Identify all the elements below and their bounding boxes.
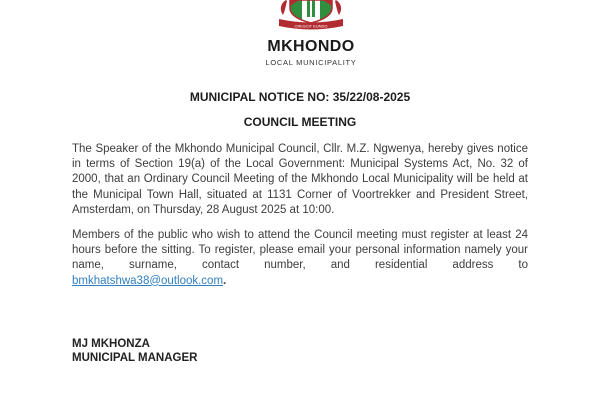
- paragraph-2-text: Members of the public who wish to attend the Council meeting must register at least 24 hours before the sitting. To register, please email your personal information namely your name, surname, contact number, and residential address to: [72, 229, 528, 272]
- notice-paragraph-1: The Speaker of the Mkhondo Municipal Council, Cllr. M.Z. Ngwenya, hereby gives notice in terms of Section 19(a) of the Local Government: Municipal Systems Act, No. 32 of 2000, that an Ordinary Council Meeting of the Mkhondo Local Municipality will be held at the Municipal Town Hall, situated at 1131 Corner of Voortrekker and President Street, Amsterdam, on Thursday, 28 August 2025 at 10:00.: [72, 143, 528, 216]
- coat-of-arms-icon: [276, 0, 346, 34]
- notice-number-heading: MUNICIPAL NOTICE NO: 35/22/08-2025: [189, 90, 411, 104]
- paragraph-2-period: .: [223, 274, 227, 287]
- municipality-name: MKHONDO: [267, 38, 355, 55]
- signatory-name: MJ MKHONZA: [72, 337, 150, 350]
- signatory-title: MUNICIPAL MANAGER: [72, 352, 198, 365]
- municipality-subtitle: LOCAL MUNICIPALITY: [265, 58, 357, 67]
- municipal-crest: [276, 0, 346, 34]
- crest-motto: CRESCIT EUNDO: [294, 23, 328, 29]
- registration-email-link[interactable]: bmkhatshwa38@outlook.com: [72, 274, 224, 287]
- signature-block: [72, 337, 600, 366]
- notice-paragraph-2: [72, 228, 528, 289]
- notice-title-heading: COUNCIL MEETING: [243, 115, 357, 129]
